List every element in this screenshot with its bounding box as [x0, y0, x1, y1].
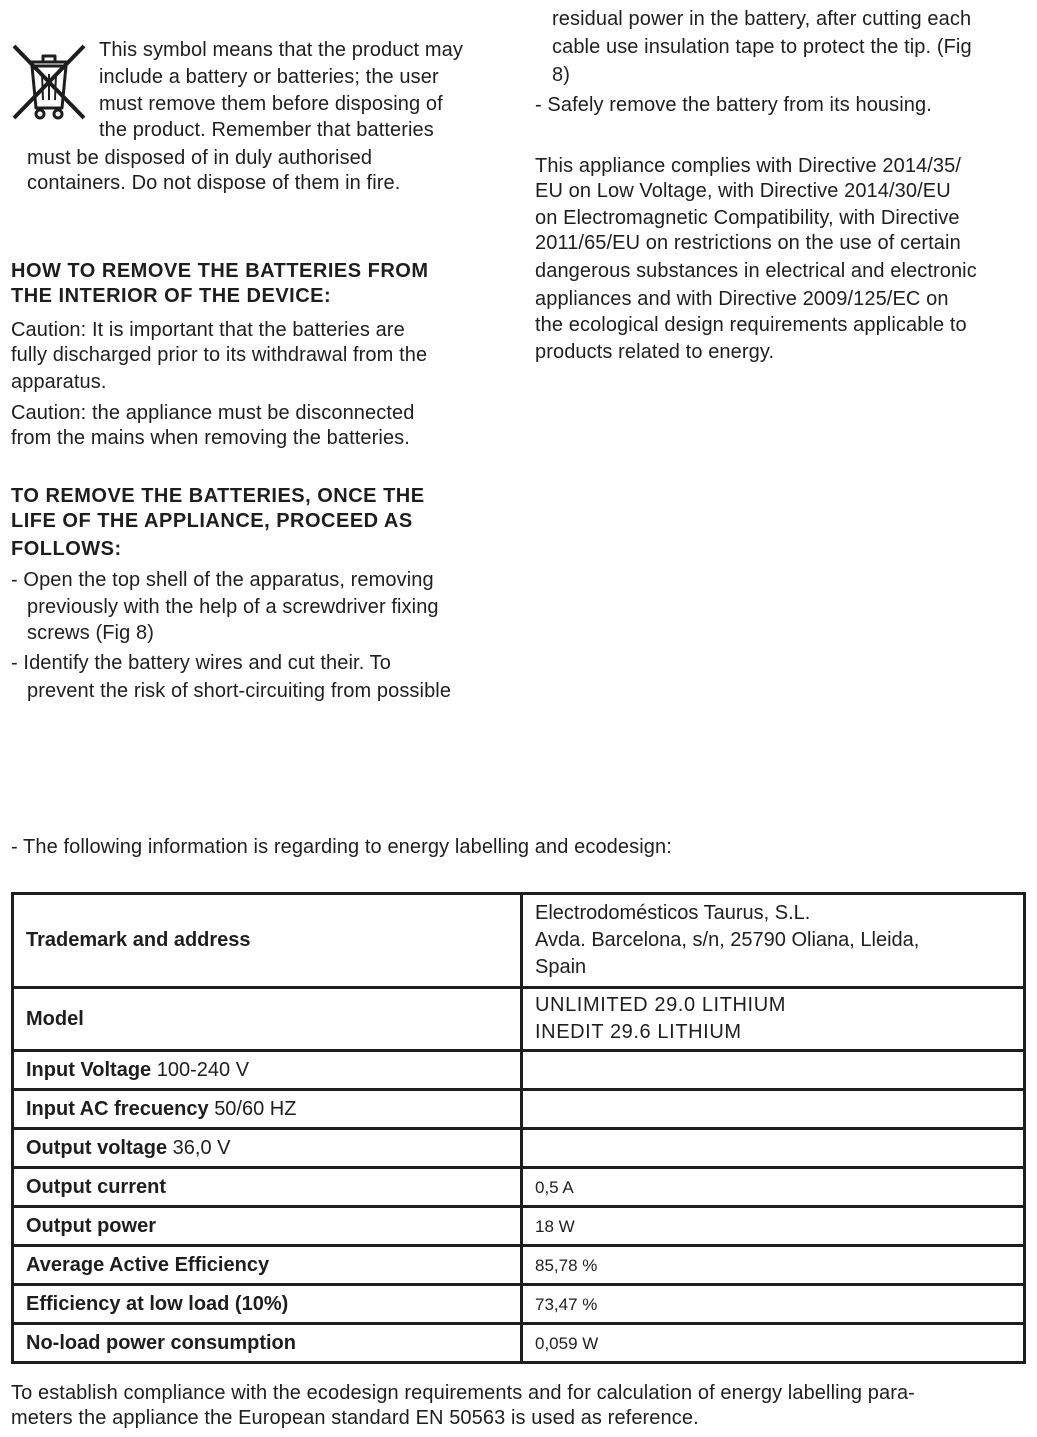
section-heading: TO REMOVE THE BATTERIES, ONCE THE [11, 485, 425, 507]
row-label: Efficiency at low load (10%) [13, 1285, 522, 1324]
waste-notice-line: must remove them before disposing of [99, 93, 443, 115]
caution-text: from the mains when removing the batteries. [11, 427, 410, 449]
table-row [13, 1207, 1025, 1246]
table-row [13, 1090, 1025, 1129]
table-row [13, 1324, 1025, 1363]
compliance-text: appliances and with Directive 2009/125/EC on [535, 288, 949, 310]
row-label-value: 36,0 V [172, 1136, 231, 1159]
row-label: Model [13, 988, 522, 1051]
compliance-text: on Electromagnetic Compatibility, with Directive [535, 207, 960, 229]
row-label-text: Input AC frecuency [26, 1097, 209, 1120]
row-label: No-load power consumption [13, 1324, 522, 1363]
table-row [13, 1051, 1025, 1090]
procedure-step: - Safely remove the battery from its housing. [535, 94, 932, 116]
row-value-line: UNLIMITED 29.0 LITHIUM [535, 994, 787, 1016]
compliance-text: the ecological design requirements applicable to [535, 314, 967, 336]
table-row [13, 988, 1025, 1051]
row-label-value: 100-240 V [156, 1058, 250, 1081]
table-row [13, 894, 1025, 988]
waste-notice-line: containers. Do not dispose of them in fire. [27, 172, 401, 194]
energy-intro: - The following information is regarding to energy labelling and ecodesign: [11, 836, 672, 858]
procedure-step: previously with the help of a screwdriver fixing [27, 596, 439, 618]
row-value-line: Spain [535, 956, 587, 978]
procedure-step: screws (Fig 8) [27, 622, 154, 644]
table-row [13, 1246, 1025, 1285]
row-value [522, 988, 1025, 1051]
footer-line: To establish compliance with the ecodesign requirements and for calculation of energy labelling para- [11, 1382, 915, 1404]
energy-table [11, 892, 1026, 1364]
row-label-value: 50/60 HZ [214, 1097, 297, 1120]
row-value: 73,47 % [522, 1285, 1025, 1324]
row-value-line: Electrodomésticos Taurus, S.L. [535, 902, 811, 924]
caution-text: Caution: the appliance must be disconnected [11, 402, 415, 424]
caution-text: apparatus. [11, 371, 107, 393]
table-row [13, 1168, 1025, 1207]
table-row [13, 1129, 1025, 1168]
row-label: Average Active Efficiency [13, 1246, 522, 1285]
waste-notice-line: This symbol means that the product may [99, 39, 463, 61]
footer-line: meters the appliance the European standard EN 50563 is used as reference. [11, 1407, 699, 1429]
row-label: Output current [13, 1168, 522, 1207]
section-heading: HOW TO REMOVE THE BATTERIES FROM [11, 260, 429, 282]
row-label: Output power [13, 1207, 522, 1246]
row-value: 18 W [522, 1207, 1025, 1246]
row-value: 0,059 W [522, 1324, 1025, 1363]
compliance-text: 2011/65/EU on restrictions on the use of certain [535, 232, 961, 254]
row-value-line: INEDIT 29.6 LITHIUM [535, 1021, 742, 1043]
compliance-text: EU on Low Voltage, with Directive 2014/30/EU [535, 180, 951, 202]
row-value-empty [522, 1090, 1025, 1129]
row-label: Trademark and address [13, 894, 522, 988]
section-heading: THE INTERIOR OF THE DEVICE: [11, 285, 332, 307]
compliance-text: This appliance complies with Directive 2014/35/ [535, 155, 962, 177]
procedure-step: cable use insulation tape to protect the tip. (Fig [552, 36, 972, 58]
row-label-text: Input Voltage [26, 1058, 152, 1081]
row-value-line: Avda. Barcelona, s/n, 25790 Oliana, Lleida, [535, 929, 920, 951]
crossed-out-wheeled-bin-icon [10, 40, 88, 122]
waste-notice-line: the product. Remember that batteries [99, 119, 434, 141]
row-value-empty [522, 1129, 1025, 1168]
caution-text: fully discharged prior to its withdrawal from the [11, 344, 428, 366]
compliance-text: products related to energy. [535, 341, 775, 363]
caution-text: Caution: It is important that the batteries are [11, 319, 405, 341]
procedure-step: - Open the top shell of the apparatus, removing [11, 569, 434, 591]
waste-notice-line: must be disposed of in duly authorised [27, 147, 373, 169]
row-value-empty [522, 1051, 1025, 1090]
compliance-text: dangerous substances in electrical and electronic [535, 260, 977, 282]
section-heading: FOLLOWS: [11, 538, 122, 560]
row-label [13, 1129, 522, 1168]
section-heading: LIFE OF THE APPLIANCE, PROCEED AS [11, 510, 413, 532]
row-label [13, 1090, 522, 1129]
row-label [13, 1051, 522, 1090]
row-value: 0,5 A [522, 1168, 1025, 1207]
procedure-step: - Identify the battery wires and cut their. To [11, 652, 391, 674]
procedure-step: prevent the risk of short-circuiting from possible [27, 680, 452, 702]
row-value: 85,78 % [522, 1246, 1025, 1285]
row-label-text: Output voltage [26, 1136, 168, 1159]
procedure-step: residual power in the battery, after cutting each [552, 8, 972, 30]
table-row [13, 1285, 1025, 1324]
procedure-step: 8) [552, 64, 570, 86]
row-value [522, 894, 1025, 988]
waste-notice-line: include a battery or batteries; the user [99, 66, 439, 88]
